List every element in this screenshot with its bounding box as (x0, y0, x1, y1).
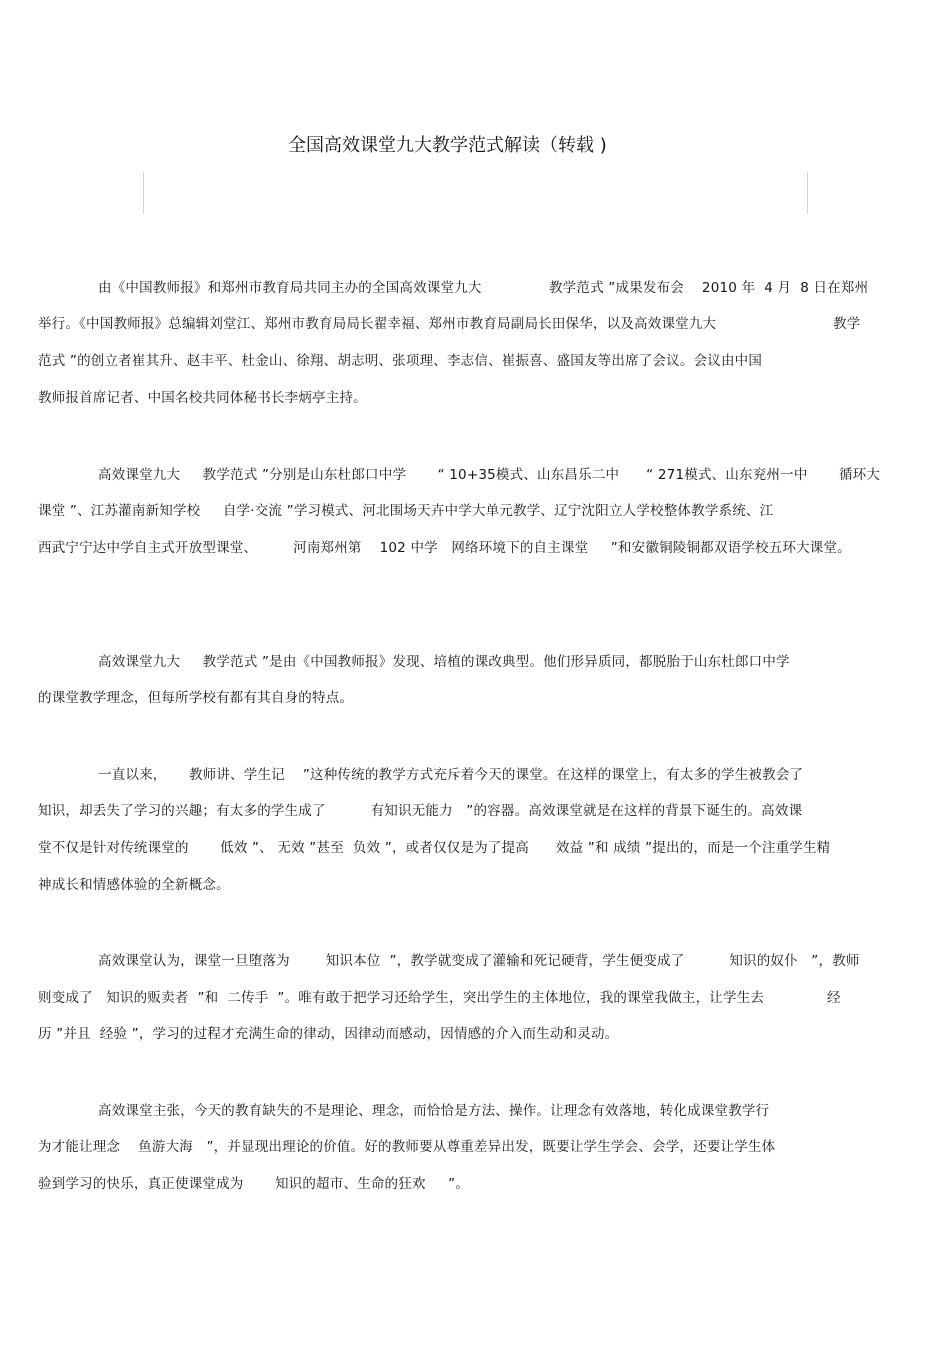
paragraph-line: 高效课堂九大 教学范式 ”是由《中国教师报》发现、培植的课改典型。他们形异质同，都脱胎于山东杜郎口中学 (98, 654, 790, 670)
paragraph-line: 范式 ”的创立者崔其升、赵丰平、杜金山、徐翔、胡志明、张项理、李志信、崔振喜、盛国友等出席了会议。会议由中国 (38, 353, 763, 369)
paragraph-line: 验到学习的快乐，真正使课堂成为 知识的超市、生命的狂欢 ”。 (38, 1176, 469, 1192)
paragraph-line: 教师报首席记者、中国名校共同体秘书长李炳亭主持。 (38, 390, 367, 406)
paragraph-line: 高效课堂认为，课堂一旦堕落为 知识本位 ”，教学就变成了灌输和死记硬背，学生便变成了 知识的奴仆 ”，教师 (98, 953, 860, 969)
paragraph-line: 为才能让理念 鱼游大海 ”，并显现出理论的价值。好的教师要从尊重差异出发，既要让学生学会、会学，还要让学生体 (38, 1139, 776, 1155)
document-title: 全国高效课堂九大教学范式解读（转载 ) (288, 135, 607, 156)
paragraph-line: 知识，却丢失了学习的兴趣；有太多的学生成了 有知识无能力 ”的容器。高效课堂就是在这样的背景下诞生的。高效课 (38, 803, 803, 819)
paragraph-line: 的课堂教学理念，但每所学校有都有其自身的特点。 (38, 690, 354, 706)
paragraph-line: 一直以来， 教师讲、学生记 ”这种传统的教学方式充斥着今天的课堂。在这样的课堂上，有太多的学生被教会了 (98, 767, 804, 783)
paragraph-line: 神成长和情感体验的全新概念。 (38, 877, 230, 893)
paragraph-line: 西武宁宁达中学自主式开放型课堂、 河南郑州第 102 中学 网络环境下的自主课堂 ”和安徽铜陵铜都双语学校五环大课堂。 (38, 540, 851, 556)
paragraph-line: 历 ”并且 经验 ”，学习的过程才充满生命的律动，因律动而感动，因情感的介入而生动和灵动。 (38, 1026, 619, 1042)
paragraph-line: 举行。《中国教师报》总编辑刘堂江、郑州市教育局局长翟幸福、郑州市教育局副局长田保华，以及高效课堂九大 教学 (38, 316, 861, 332)
paragraph-line: 课堂 ”、江苏灌南新知学校 自学·交流 ”学习模式、河北围场天卉中学大单元教学、辽宁沈阳立人学校整体教学系统、江 (38, 503, 774, 519)
paragraph-line: 高效课堂九大 教学范式 ”分别是山东杜郎口中学 “ 10+35模式、山东昌乐二中 “ 271模式、山东兖州一中 循环大 (98, 467, 881, 483)
paragraph-line: 高效课堂主张，今天的教育缺失的不是理论、理念，而恰恰是方法、操作。让理念有效落地，转化成课堂教学行 (98, 1103, 770, 1119)
title-divider-left (143, 172, 144, 214)
paragraph-line: 由《中国教师报》和郑州市教育局共同主办的全国高效课堂九大 教学范式 ”成果发布会 2010 年 4 月 8 日在郑州 (98, 280, 869, 296)
paragraph-line: 堂不仅是针对传统课堂的 低效 ”、 无效 ”甚至 负效 ”，或者仅仅是为了提高 效益 ”和 成绩 ”提出的，而是一个注重学生精 (38, 840, 831, 856)
paragraph-line: 则变成了 知识的贩卖者 ”和 二传手 ”。唯有敢于把学习还给学生，突出学生的主体地位，我的课堂我做主，让学生去 经 (38, 990, 841, 1006)
title-divider-right (807, 172, 808, 214)
